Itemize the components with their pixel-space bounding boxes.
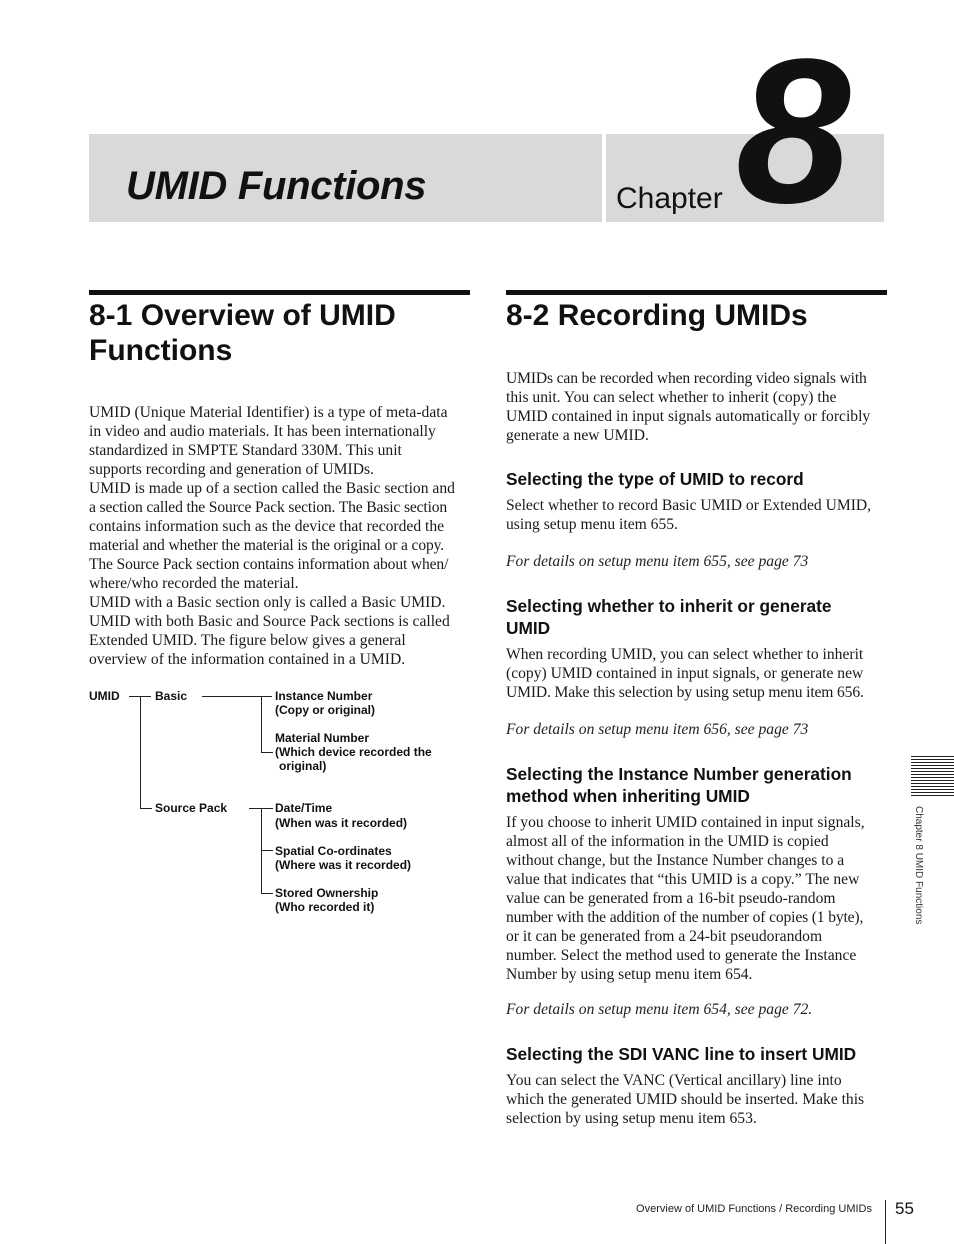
section-1-heading bbox=[89, 298, 396, 368]
diagram-source-pack-label: Source Pack bbox=[155, 801, 228, 815]
text-line: generate a new UMID. bbox=[506, 427, 649, 444]
text-line: UMID is made up of a section called the Basic section and bbox=[89, 480, 455, 497]
text-line: Number by using setup menu item 654. bbox=[506, 966, 753, 983]
diagram-basic-label: Basic bbox=[155, 689, 188, 703]
text-line: (copy) UMID contained in input signals, or generate new bbox=[506, 665, 864, 682]
section-1-body bbox=[89, 403, 455, 669]
diagram-root-label: UMID bbox=[89, 689, 120, 703]
umid-type-body bbox=[506, 496, 871, 534]
text-line: The Source Pack section contains information about when/ bbox=[89, 556, 449, 573]
section-1-heading-line: Functions bbox=[89, 334, 233, 367]
instance-number-body bbox=[506, 813, 865, 984]
subheading-instance-number bbox=[506, 763, 852, 807]
diagram-spatial-note: (Where was it recorded) bbox=[275, 858, 412, 872]
text-line: Extended UMID. The figure below gives a general bbox=[89, 632, 406, 649]
umid-structure-diagram bbox=[89, 686, 469, 926]
text-line: supports recording and generation of UMIDs. bbox=[89, 461, 374, 478]
diagram-connector bbox=[261, 752, 273, 753]
section-1-heading-line: 8-1 Overview of UMID bbox=[89, 299, 396, 332]
text-line: or it can be generated from a 24-bit pseudorandom bbox=[506, 928, 823, 945]
diagram-connector bbox=[140, 808, 152, 809]
diagram-ownership: Stored Ownership bbox=[275, 886, 379, 900]
text-line: standardized in SMPTE Standard 330M. This unit bbox=[89, 442, 402, 459]
side-tab-text: Chapter 8 UMID Functions bbox=[913, 806, 924, 925]
inherit-generate-body bbox=[506, 645, 864, 702]
subheading-line: method when inheriting UMID bbox=[506, 786, 750, 806]
text-line: selection by using setup menu item 653. bbox=[506, 1110, 757, 1127]
diagram-date-time: Date/Time bbox=[275, 801, 333, 815]
text-line: UMID (Unique Material Identifier) is a type of meta-data bbox=[89, 404, 448, 421]
diagram-connector bbox=[140, 696, 141, 808]
diagram-material-number: Material Number bbox=[275, 731, 370, 745]
text-line: number. Select the method used to generate the Instance bbox=[506, 947, 857, 964]
diagram-material-number-note: (Which device recorded the bbox=[275, 745, 432, 759]
text-line: number with the addition of the number of copies (1 byte), bbox=[506, 909, 864, 926]
text-line: this unit. You can select whether to inherit (copy) the bbox=[506, 389, 837, 406]
footer-divider bbox=[885, 1200, 886, 1244]
chapter-number: 8 bbox=[736, 16, 851, 246]
diagram-ownership-note: (Who recorded it) bbox=[275, 900, 375, 914]
chapter-label: Chapter bbox=[616, 182, 723, 215]
diagram-connector bbox=[261, 893, 273, 894]
section-2-intro bbox=[506, 369, 870, 445]
text-line: When recording UMID, you can select whether to inherit bbox=[506, 646, 864, 663]
subheading-line: UMID bbox=[506, 618, 551, 638]
diagram-connector bbox=[261, 850, 273, 851]
text-line: almost all of the information in the UMID is copied bbox=[506, 833, 829, 850]
subheading-sdi-vanc: Selecting the SDI VANC line to insert UMID bbox=[506, 1044, 857, 1064]
page-number: 55 bbox=[895, 1199, 914, 1218]
text-line: If you choose to inherit UMID contained in input signals, bbox=[506, 814, 865, 831]
text-line: value can be generated from a 16-bit pseudo-random bbox=[506, 890, 836, 907]
chapter-title-band bbox=[89, 134, 602, 222]
text-line: UMID. Make this selection by using setup menu item 656. bbox=[506, 684, 864, 701]
text-line: a section called the Source Pack section. The Basic section bbox=[89, 499, 448, 516]
diagram-date-time-note: (When was it recorded) bbox=[275, 816, 408, 830]
diagram-material-number-note: original) bbox=[279, 759, 327, 773]
subheading-inherit-generate bbox=[506, 595, 832, 639]
diagram-instance-number-note: (Copy or original) bbox=[275, 703, 375, 717]
text-line: You can select the VANC (Vertical ancillary) line into bbox=[506, 1072, 842, 1089]
section-2-rule bbox=[506, 290, 887, 295]
text-line: value that indicates that “this UMID is a copy.” The new bbox=[506, 871, 860, 888]
text-line: UMID contained in input signals automatically or forcibly bbox=[506, 408, 871, 425]
text-line: UMID with a Basic section only is called a Basic UMID. bbox=[89, 594, 446, 611]
text-line: material and whether the material is the original or a copy. bbox=[89, 537, 445, 554]
text-line: UMID with both Basic and Source Pack sections is called bbox=[89, 613, 450, 630]
diagram-instance-number: Instance Number bbox=[275, 689, 373, 703]
diagram-connector bbox=[261, 808, 262, 894]
text-line: using setup menu item 655. bbox=[506, 516, 678, 533]
inherit-generate-reference: For details on setup menu item 656, see page 73 bbox=[506, 721, 809, 738]
text-line: which the generated UMID should be inserted. Make this bbox=[506, 1091, 865, 1108]
chapter-title: UMID Functions bbox=[126, 164, 427, 208]
subheading-umid-type: Selecting the type of UMID to record bbox=[506, 469, 804, 489]
text-line: UMIDs can be recorded when recording video signals with bbox=[506, 370, 867, 387]
side-tab-label bbox=[911, 806, 925, 956]
text-line: overview of the information contained in a UMID. bbox=[89, 651, 406, 668]
subheading-line: Selecting the Instance Number generation bbox=[506, 764, 852, 784]
text-line: where/who recorded the material. bbox=[89, 575, 299, 592]
diagram-spatial: Spatial Co-ordinates bbox=[275, 844, 392, 858]
instance-number-reference: For details on setup menu item 654, see page 72. bbox=[506, 1001, 813, 1018]
text-line: without change, but the Instance Number changes to a bbox=[506, 852, 845, 869]
footer-running-title: Overview of UMID Functions / Recording UMIDs bbox=[636, 1203, 872, 1215]
text-line: in video and audio materials. It has been internationally bbox=[89, 423, 436, 440]
umid-type-reference: For details on setup menu item 655, see page 73 bbox=[506, 553, 809, 570]
text-line: Select whether to record Basic UMID or Extended UMID, bbox=[506, 497, 872, 514]
section-1-rule bbox=[89, 290, 470, 295]
sdi-vanc-body bbox=[506, 1071, 864, 1128]
diagram-connector bbox=[261, 696, 262, 752]
text-line: contains information such as the device that recorded the bbox=[89, 518, 445, 535]
section-2-heading: 8-2 Recording UMIDs bbox=[506, 299, 808, 332]
subheading-line: Selecting whether to inherit or generate bbox=[506, 596, 832, 616]
side-tab-marker bbox=[911, 756, 954, 798]
